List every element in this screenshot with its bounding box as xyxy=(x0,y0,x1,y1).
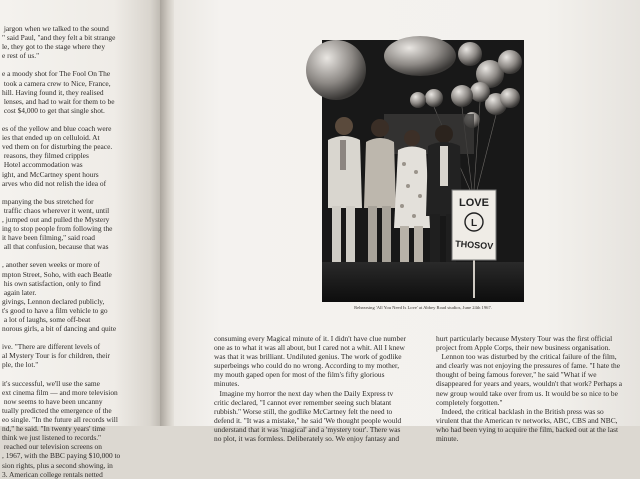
left-column-line: , another seven weeks or more of xyxy=(2,260,100,270)
middle-column-line: my mouth gaped open for most of the film's fifty glorious xyxy=(214,370,385,380)
right-column-line: thought of being famous forever," he said "What if we xyxy=(436,370,597,380)
left-column-line: took a camera crew to Nice, France, xyxy=(2,78,111,88)
middle-column-line: understand that it was 'magical' and a 'mystery tour'. There was xyxy=(214,424,401,434)
right-page xyxy=(174,0,640,444)
middle-column-line: superbeings who could do no wrong. According to my mother, xyxy=(214,361,400,371)
left-column-line: al Mystery Tour is for children, their xyxy=(2,351,110,361)
left-column-line: norous girls, a bit of dancing and quite xyxy=(2,324,117,334)
middle-column-line: consuming every Magical minute of it. I didn't have clue number xyxy=(214,334,406,343)
left-column-line: mpanying the bus stretched for xyxy=(2,196,94,206)
left-column-line: again later. xyxy=(2,287,37,297)
left-column-line: ight, and McCartney spent hours xyxy=(2,169,99,179)
left-column-line xyxy=(2,188,162,197)
left-column-line: traffic chaos wherever it went, until xyxy=(2,205,110,215)
left-column-line: tually predicted the emergence of the xyxy=(2,405,112,415)
left-column-line: reached our television screens on xyxy=(2,442,102,452)
left-column-line: 3. American college rentals netted xyxy=(2,469,103,479)
left-page xyxy=(0,0,163,479)
left-column-line: es of the yellow and blue coach were xyxy=(2,124,112,134)
left-column-line: think we just listened to records." xyxy=(2,433,102,443)
left-column-line: arves who did not relish the idea of xyxy=(2,178,107,188)
right-column-line: hurt particularly because Mystery Tour was the first official xyxy=(436,334,613,343)
right-column-line: virulent that the American tv networks, ABC, CBS and NBC, xyxy=(436,415,618,425)
left-column-line: ies that ended up on celluloid. At xyxy=(2,133,100,143)
left-column-line: nd," he said. "In twenty years' time xyxy=(2,424,106,434)
left-column-line: , 1967, with the BBC paying $10,000 to xyxy=(2,451,121,461)
right-column-line: Lennon too was disturbed by the critical failure of the film, xyxy=(436,352,617,362)
left-column-line: t's good to have a film vehicle to go xyxy=(2,305,108,315)
left-column-line: reasons, they filmed cripples xyxy=(2,151,89,161)
left-column-line: his own satisfaction, only to find xyxy=(2,278,101,288)
right-column-text xyxy=(436,334,636,443)
left-column-line: ved them on for disturbing the peace. xyxy=(2,142,113,152)
left-column-line: ple, the lot." xyxy=(2,360,39,370)
left-column-line: lenses, and had to wait for them to be xyxy=(2,96,115,106)
left-column-line xyxy=(2,370,162,379)
middle-column-line: minutes. xyxy=(214,379,240,389)
left-column-line: jargon when we talked to the sound xyxy=(2,24,109,33)
middle-column-line: Imagine my horror the next day when the Daily Express tv xyxy=(214,388,394,398)
sign-l-text: L xyxy=(470,218,478,229)
right-column-line: disappeared for years and years, wouldn't that work? Perhaps a xyxy=(436,379,623,389)
left-column-line: all that confusion, because that was xyxy=(2,242,109,252)
left-column-line: givings, Lennon declared publicly, xyxy=(2,296,105,306)
left-column-line: cost $4,000 to get that single shot. xyxy=(2,105,105,115)
left-column-line: " said Paul, "and they felt a bit strange xyxy=(2,33,116,43)
middle-column-line: rubbish." Worse still, the godlike McCartney felt the need to xyxy=(214,406,393,416)
left-column-text xyxy=(2,24,162,479)
left-column-line: e a moody shot for The Fool On The xyxy=(2,69,111,79)
right-column-line: new group would take over from us. It would be so nice to be xyxy=(436,388,618,398)
middle-column-line: critic declared, "I cannot ever remember seeing such blatant xyxy=(214,397,392,407)
left-column-line xyxy=(2,333,162,342)
right-column-line: project from Apple Corps, their new business organisation. xyxy=(436,343,611,353)
middle-column-text xyxy=(214,334,434,443)
left-column-line: le, they got to the stage where they xyxy=(2,42,106,52)
left-column-line: ext cinema film — and more television xyxy=(2,387,118,397)
left-column-line xyxy=(2,251,162,260)
right-column-line: Indeed, the critical backlash in the British press was so xyxy=(436,406,604,416)
left-column-line: ing to stop people from following the xyxy=(2,224,113,234)
left-column-line: now seems to have been uncanny xyxy=(2,396,103,406)
left-column-line: a lot of laughs, some off-beat xyxy=(2,315,91,324)
photo-illustration xyxy=(322,40,524,302)
sign-bottom-text: THOSOV xyxy=(454,238,494,252)
left-column-line: e rest of us." xyxy=(2,51,40,61)
left-column-line: ive. "There are different levels of xyxy=(2,342,101,352)
middle-column-line: was that it was brilliant. Undiluted genius. The work of godlike xyxy=(214,352,402,362)
left-column-line: mpton Street, Soho, with each Beatle xyxy=(2,269,112,279)
middle-column-line: no plot, it was formless. Deliberately so. We enjoy fantasy and xyxy=(214,434,400,444)
left-column-line: it have been filming," said road xyxy=(2,233,95,243)
photo-caption: Rehearsing 'All You Need Is Love' at Abbey Road studios, June 24th 1967. xyxy=(354,305,492,310)
left-column-line: sion rights, plus a second showing, in xyxy=(2,460,113,470)
right-column-line: completely forgotten." xyxy=(436,397,503,407)
left-column-line: hill. Having found it, they realised xyxy=(2,87,104,97)
sign-love-text: LOVE xyxy=(459,197,489,209)
left-column-line xyxy=(2,115,162,124)
left-column-line: eo single. "In the future all records will xyxy=(2,415,118,425)
right-column-line: minute. xyxy=(436,434,459,444)
middle-column-line: defend it. "It was a mistake," he said 'We thought people would xyxy=(214,415,402,425)
right-column-line: and clearly was not enjoying the pressures of fame. "I hate the xyxy=(436,361,621,371)
middle-column-line: one as to what it was all about, but I cared not a whit. All I knew xyxy=(214,343,405,353)
beatles-photo xyxy=(322,40,524,302)
left-column-line: , jumped out and pulled the Mystery xyxy=(2,214,110,224)
left-column-line: it's successful, we'll use the same xyxy=(2,378,100,388)
right-column-line: who had been vying to acquire the film, backed out at the last xyxy=(436,424,619,434)
left-column-line: Hotel accommodation was xyxy=(2,160,83,170)
left-column-line xyxy=(2,60,162,69)
